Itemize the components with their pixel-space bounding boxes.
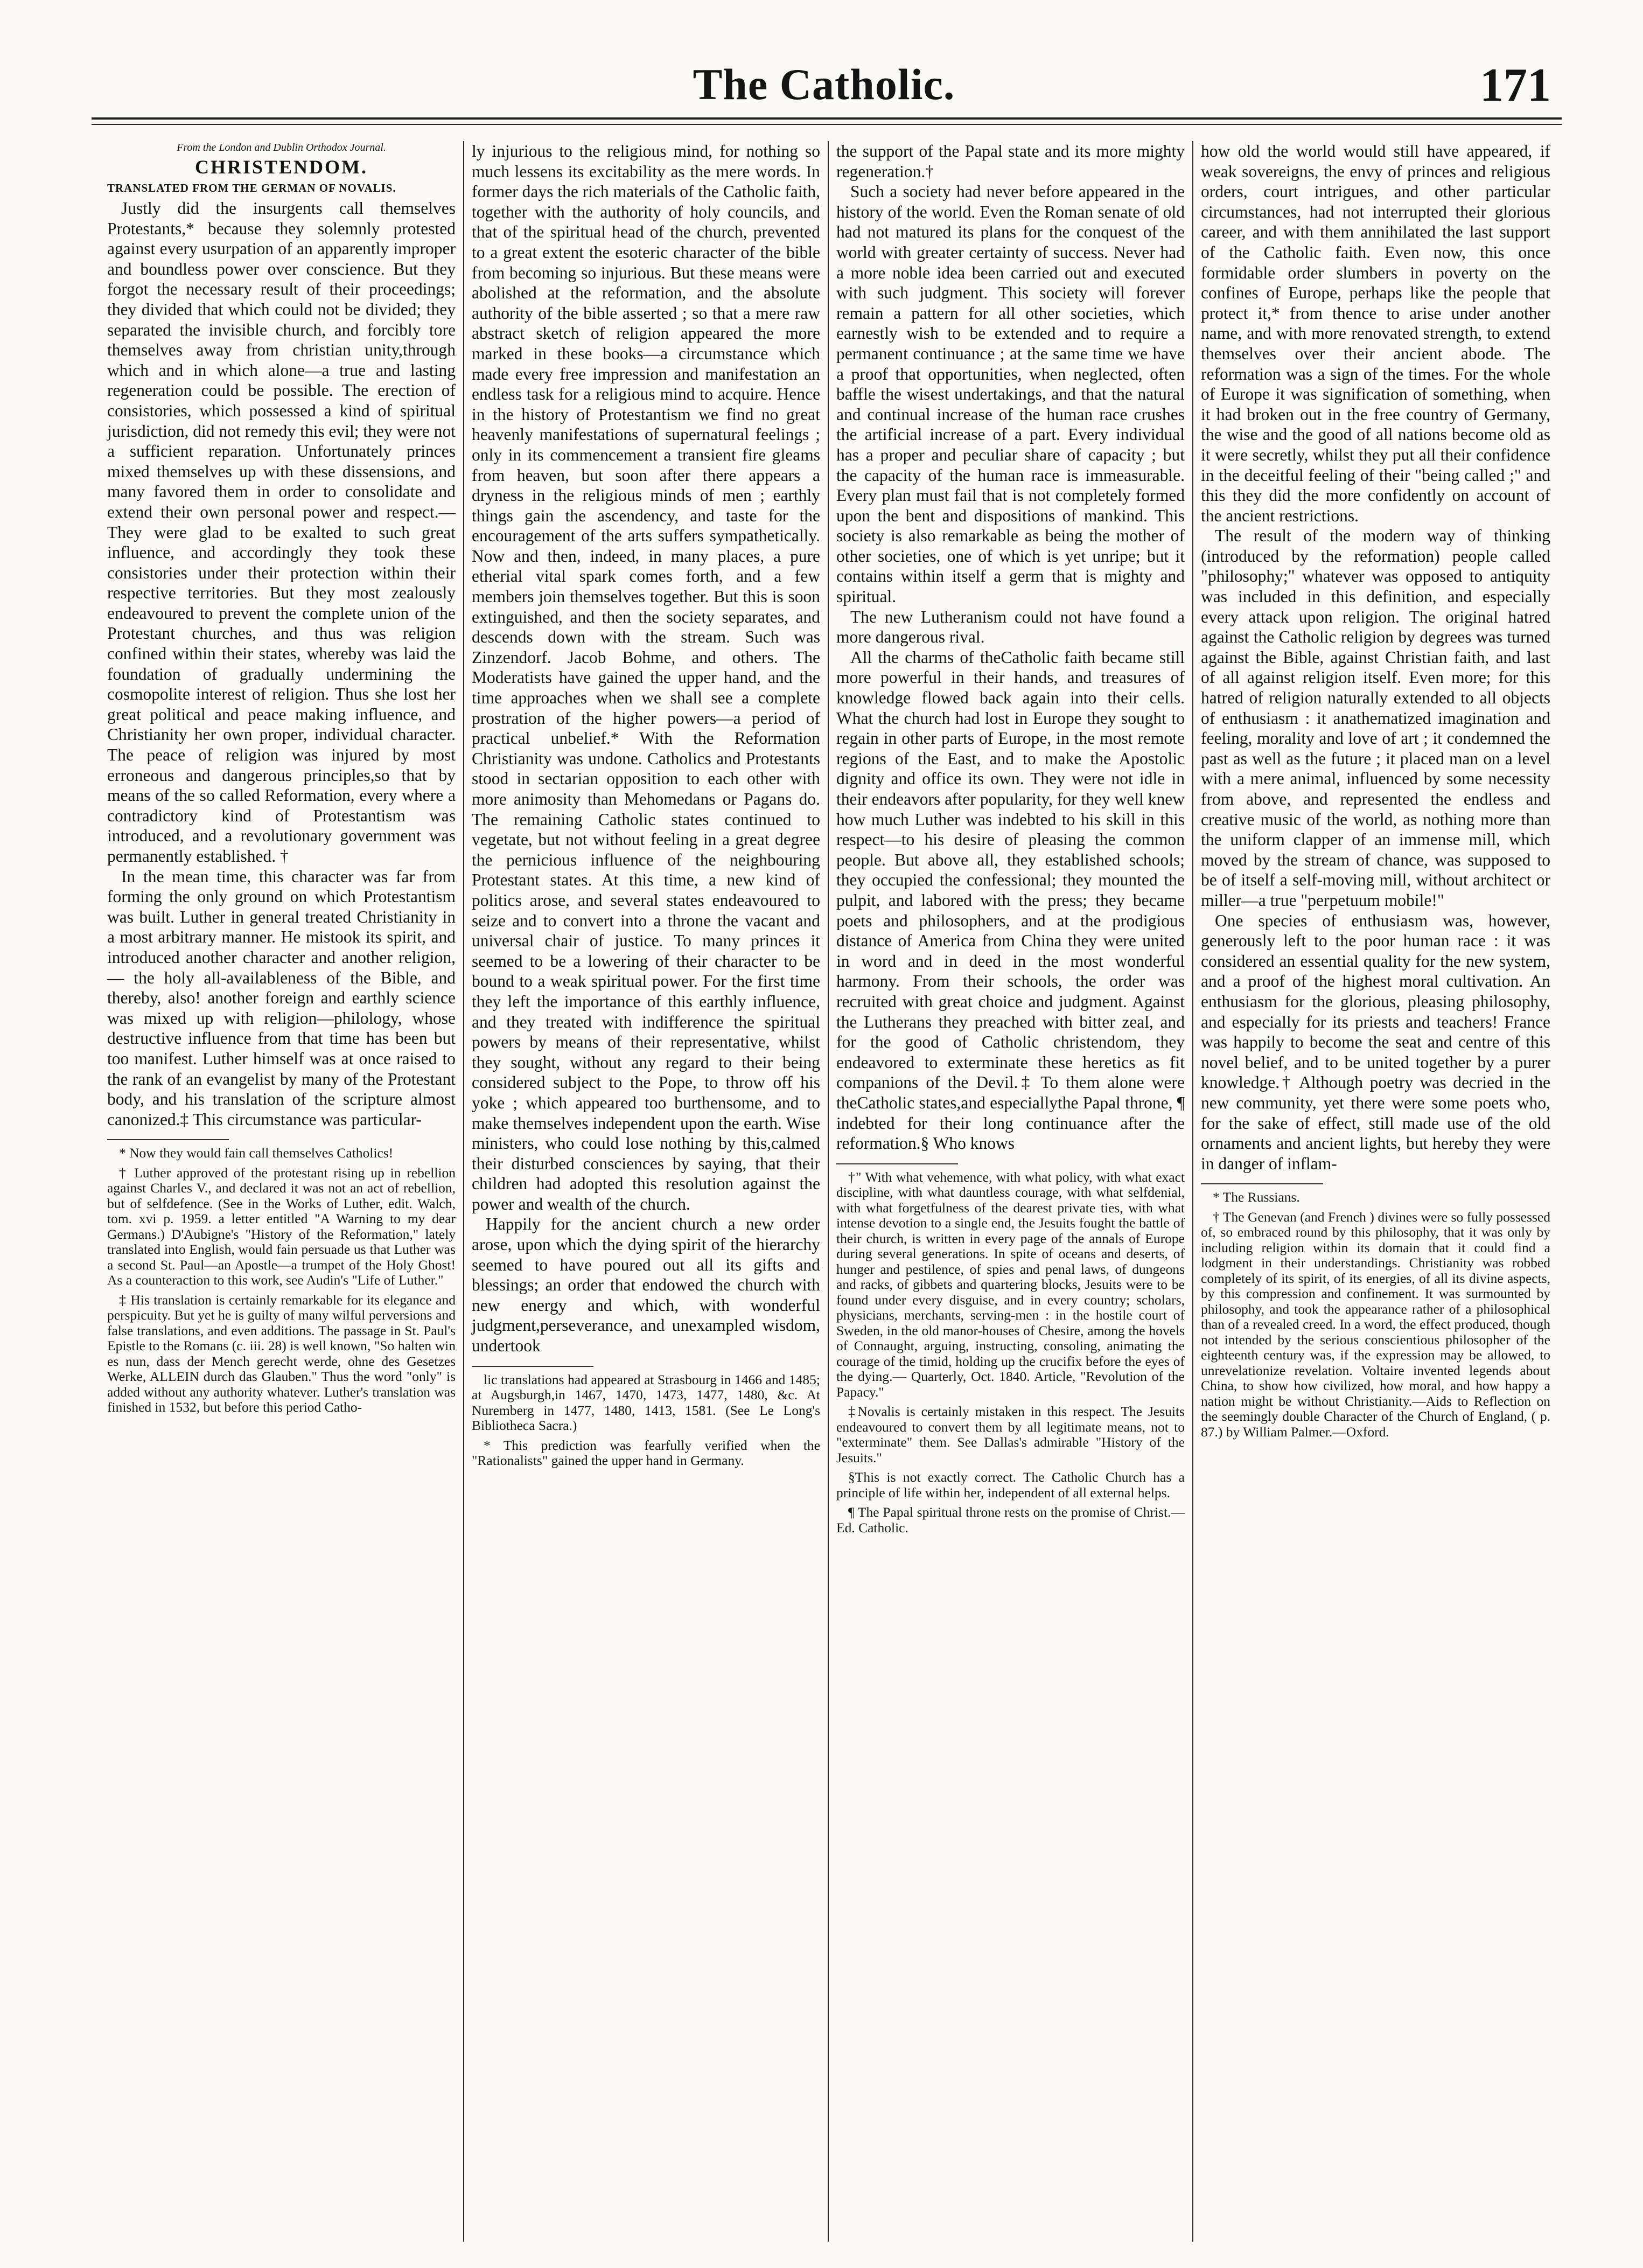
article-source: From the London and Dublin Orthodox Journal. [177, 142, 386, 153]
header-rule [92, 117, 1562, 120]
article-subtitle: TRANSLATED FROM THE GERMAN OF NOVALIS. [107, 182, 396, 194]
footnote: †" With what vehemence, with what policy, with what exact discipline, with what dauntless courage, with what selfdenial, with what forgetfulness of the dearest private ties, with what intense devotion to a single end, the Jesuits fought the battle of their church, is written in every page of the annals of Europe during several generations. In spite of oceans and deserts, of hunger and pestilence, of spies and penal laws, of dungeons and racks, of gibbets and quartering blocks, Jesuits were to be found under every disguise, and in every country; scholars, physicians, merchants, serving-men : in the hostile court of Sweden, in the old manor-houses of Chesire, among the hovels of Connaught, arguing, instructing, consoling, animating the courage of the timid, holding up the crucifix before the eyes of the dying.— Quarterly, Oct. 1840. Article, "Revolution of the Papacy." [836, 1169, 1185, 1400]
footnotes [107, 1146, 456, 1415]
running-title: The Catholic. [693, 60, 955, 109]
header-rule-thin [92, 124, 1562, 125]
paragraph: One species of enthusiasm was, however, generously left to the poor human race : it was considered an essential quality for the new system, and a proof of the highest moral cultivation. An enthusiasm for the glorious, pleasing philosophy, and especially for its priests and teachers! France was happily to become the seat and centre of this novel belief, and to be united together by a purer knowledge.† Although poetry was decried in the new community, yet there were some poets who, for the sake of effect, still made use of the old ornaments and ancient lights, but hereby they were in danger of inflam- [1201, 911, 1550, 1173]
paragraph: All the charms of theCatholic faith became still more powerful in their hands, and treasures of knowledge flowed back again into their cells. What the church had lost in Europe they sought to regain in other parts of Europe, in the most remote regions of the East, and to make the Apostolic dignity and office its own. They were not idle in their endeavors after popularity, for they well knew how much Luther was indebted to his skill in this respect—to his desire of pleasing the common people. But above all, they established schools; they occupied the confessional; they mounted the pulpit, and labored with the press; they became poets and philosophers, and at the prodigious distance of America from China they were united in word and in deed in the most wonderful harmony. From their schools, the order was recruited with great choice and judgment. Against the Lutherans they preached with bitter zeal, and for the good of Catholic christendom, they endeavored to exterminate these heretics as fit companions of the Devil.‡ To them alone were theCatholic states,and especiallythe Papal throne, ¶ indebted for their long continuance after the reformation.§ Who knows [836, 647, 1185, 1153]
footnote: ‡Novalis is certainly mistaken in this respect. The Jesuits endeavoured to convert them by all legitimate means, not to "exterminate" them. See Dallas's admirable "History of the Jesuits." [836, 1404, 1185, 1466]
footnote: §This is not exactly correct. The Catholic Church has a principle of life within her, independent of all external helps. [836, 1469, 1185, 1501]
footnote: † Luther approved of the protestant rising up in rebellion against Charles V., and declared it was not an act of rebellion, but of selfdefence. (See in the Works of Luther, edit. Walch, tom. xvi p. 1959. a letter entitled "A Warning to my dear Germans.) D'Aubigne's "History of the Reformation," lately translated into English, would fain persuade us that Luther was a second St. Paul—an Apostle—a trumpet of the Holy Ghost! As a counteraction to this work, see Audin's "Life of Luther." [107, 1164, 456, 1288]
footnote-rule [107, 1139, 229, 1140]
column-1 [100, 141, 464, 2242]
paragraph: In the mean time, this character was far from forming the only ground on which Protestantism was built. Luther in general treated Christianity in a most arbitrary manner. He mistook its spirit, and introduced another character and another religion, — the holy all-availableness of the Bible, and thereby, also! another foreign and earthly science was mixed up with religion—philology, whose destructive influence from that time has been but too manifest. Luther himself was at once raised to the rank of an evangelist by many of the Protestant body, and his translation of the scripture almost canonized.‡ This circumstance was particular- [107, 867, 456, 1129]
paragraph: the support of the Papal state and its more mighty regeneration.† [836, 142, 1185, 181]
footnote: ‡ His translation is certainly remarkable for its elegance and perspicuity. But yet he is guilty of many wilful perversions and false translations, and even additions. The passage in St. Paul's Epistle to the Romans (c. iii. 28) is well known, "So halten win es nun, dass der Mench gerecht werde, ohne des Gesetzes Werke, ALLEIN durch das Glauben." Thus the word "only" is added without any authority whatever. Luther's translation was finished in 1532, but before this period Catho- [107, 1292, 456, 1415]
paragraph: Happily for the ancient church a new order arose, upon which the dying spirit of the hierarchy seemed to have poured out all its gifts and blessings; an order that endowed the church with new energy and which, with wonderful judgment,perseverance, and unexampled wisdom, undertook [472, 1215, 820, 1356]
page-number: 171 [1480, 59, 1551, 111]
column-2 [464, 141, 829, 2242]
article-title: CHRISTENDOM. [194, 156, 368, 178]
footnote: lic translations had appeared at Strasbourg in 1466 and 1485; at Augsburgh,in 1467, 1470, 1473, 1477, 1480, &c. At Nuremberg in 1477, 1480, 1413, 1581. (See Le Long's Bibliotheca Sacra.) [472, 1371, 820, 1434]
running-header [97, 43, 1551, 113]
footnote-rule [836, 1163, 958, 1164]
paragraph: ly injurious to the religious mind, for nothing so much lessens its excitability as the mere words. In former days the rich materials of the Catholic faith, together with the authority of holy councils, and that of the spiritual head of the church, prevented to a great extent the esoteric character of the bible from becoming so injurious. But these means were abolished at the reformation, and the absolute authority of the bible asserted ; so that a mere raw abstract sketch of religion appeared the more marked in these books—a circumstance which made every free impression and manifestation an endless task for a religious mind to acquire. Hence in the history of Protestantism we find no great heavenly manifestations of supernatural feelings ; only in its commencement a transient fire gleams from heaven, but soon after there appears a dryness in the religious minds of men ; earthly things gain the ascendency, and taste for the encouragement of the arts suffers sympathetically. Now and then, indeed, in many places, a pure etherial vital spark comes forth, and a few members join themselves together. But this is soon extinguished, and then the society separates, and descends down with the stream. Such was Zinzendorf. Jacob Bohme, and others. The Moderatists have gained the upper hand, and the time approaches when we shall see a complete prostration of the higher powers—a period of practical unbelief.* With the Reformation Christianity was undone. Catholics and Protestants stood in sectarian opposition to each other with more animosity than Mehomedans or Pagans do. The remaining Catholic states continued to vegetate, but not without feeling in a great degree the pernicious influence of the neighbouring Protestant states. At this time, a new kind of politics arose, and several states endeavoured to seize and to convert into a throne the vacant and universal chair of justice. To many princes it seemed to be a lowering of their character to be bound to a weak spiritual power. For the first time they left the importance of this earthly influence, and they treated with indifference the spiritual powers by means of their representative, whilst they sought, without any regard to their being considered subject to the Pope, to throw off his yoke ; which appeared too burthensome, and to make themselves independent upon the earth. Wise ministers, who could lose nothing by this,calmed their disturbed consciences by saying, that their children had adopted this resolution against the power and wealth of the church. [472, 142, 820, 1213]
footnotes [836, 1170, 1185, 1536]
paragraph: The result of the modern way of thinking (introduced by the reformation) people called "philosophy;" whatever was opposed to antiquity was included in this definition, and especially every attack upon religion. The original hatred against the Catholic religion by degrees was turned against the Bible, against Christian faith, and last of all against religion itself. Even more; for this hatred of religion naturally extended to all objects of enthusiasm : it anathematized imagination and feeling, morality and love of art ; it condemned the past as well as the future ; it placed man on a level with a mere animal, influenced by some necessity from above, and represented the endless and creative music of the world, as nothing more than the uniform clapper of an immense mill, which moved by the stream of chance, was supposed to be of itself a self-moving mill, without architect or miller—a true "perpetuum mobile!" [1201, 526, 1550, 910]
footnote-rule [1201, 1183, 1323, 1184]
footnote: † The Genevan (and French ) divines were so fully possessed of, so embraced round by this philosophy, that it was only by including religion within its domain that it could find a lodgment in their understandings. Christianity was robbed completely of its spirit, of its energies, of all its divine aspects, by this compression and confinement. It was surmounted by philosophy, and took the appearance rather of a philosophical than of a revealed creed. In a word, the effect produced, though not intended by the serious conscientious philosopher of the eighteenth century was, if the expression may be allowed, to unrevelationize revelation. Voltaire invented legends about China, to show how civilized, how moral, and how happy a nation might be without Christianity.—Aids to Reflection on the seemingly double Character of the Church of England, ( p. 87.) by William Palmer.—Oxford. [1201, 1209, 1550, 1440]
paragraph: Justly did the insurgents call themselves Protestants,* because they solemnly protested against every usurpation of an apparently improper and boundless power over conscience. But they forgot the necessary result of their proceedings; they divided that which could not be divided; they separated the invisible church, and forcibly tore themselves away from christian unity,through which and in which alone—a true and lasting regeneration could be possible. The erection of consistories, which possessed a kind of spiritual jurisdiction, did not remedy this evil; they were not a sufficient reparation. Unfortunately princes mixed themselves up with these dissensions, and many favored them in order to consolidate and extend their own personal power and respect.—They were glad to be exalted to such great influence, and accordingly they took these consistories under their protection within their respective territories. But they most zealously endeavoured to prevent the complete union of the Protestant churches, and thus was religion confined within their states, whereby was laid the foundation of gradually undermining the cosmopolite interest of religion. Thus she lost her great political and peace making influence, and Christianity her own proper, individual character. The peace of religion was injured by most erroneous and dangerous principles,so that by means of the so called Reformation, every where a contradictory kind of Protestantism was introduced, and a revolutionary government was permanently established. † [107, 199, 456, 866]
column-4 [1193, 141, 1558, 2242]
footnotes [472, 1372, 820, 1469]
footnote: ¶ The Papal spiritual throne rests on the promise of Christ.—Ed. Catholic. [836, 1504, 1185, 1536]
paragraph: how old the world would still have appeared, if weak sovereigns, the envy of princes and religious orders, court intrigues, and other particular circumstances, had not interrupted their glorious career, and with them annihilated the last support of the Catholic faith. Even now, this once formidable order slumbers in poverty on the confines of Europe, perhaps like the people that protect it,* from thence to arise under another name, and with more renovated strength, to extend themselves over their ancient abode. The reformation was a sign of the times. For the whole of Europe it was signification of something, when it had broken out in the free country of Germany, the wise and the good of all nations become old as it were secretly, whilst they put all their confidence in the deceitful feeling of their "being called ;" and this they did the more confidently on account of the ancient restrictions. [1201, 142, 1550, 525]
footnote: * This prediction was fearfully verified when the "Rationalists" gained the upper hand in Germany. [472, 1437, 820, 1469]
footnotes [1201, 1190, 1550, 1440]
footnote-rule [472, 1366, 593, 1367]
column-3 [829, 141, 1193, 2242]
footnote: * Now they would fain call themselves Catholics! [119, 1145, 394, 1161]
paragraph: Such a society had never before appeared in the history of the world. Even the Roman senate of old had not matured its plans for the conquest of the world with greater certainty of success. Never had a more noble idea been carried out and executed with such judgment. This society will forever remain a pattern for all other societies, which earnestly wish to be extended and to require a permanent continuance ; at the same time we have a proof that opportunities, when neglected, often baffle the wisest undertakings, and that the natural and continual increase of the human race crushes the artificial increase of a part. Every individual has a proper and peculiar share of capacity ; but the capacity of the human race is immeasurable. Every plan must fail that is not completely formed upon the bent and dispositions of mankind. This society is also remarkable as being the mother of other societies, one of which is yet unripe; but it contains within itself a germ that is mighty and spiritual. [836, 182, 1185, 606]
paragraph: The new Lutheranism could not have found a more dangerous rival. [836, 607, 1185, 647]
footnote: * The Russians. [1213, 1189, 1300, 1205]
text-columns [100, 141, 1559, 2242]
